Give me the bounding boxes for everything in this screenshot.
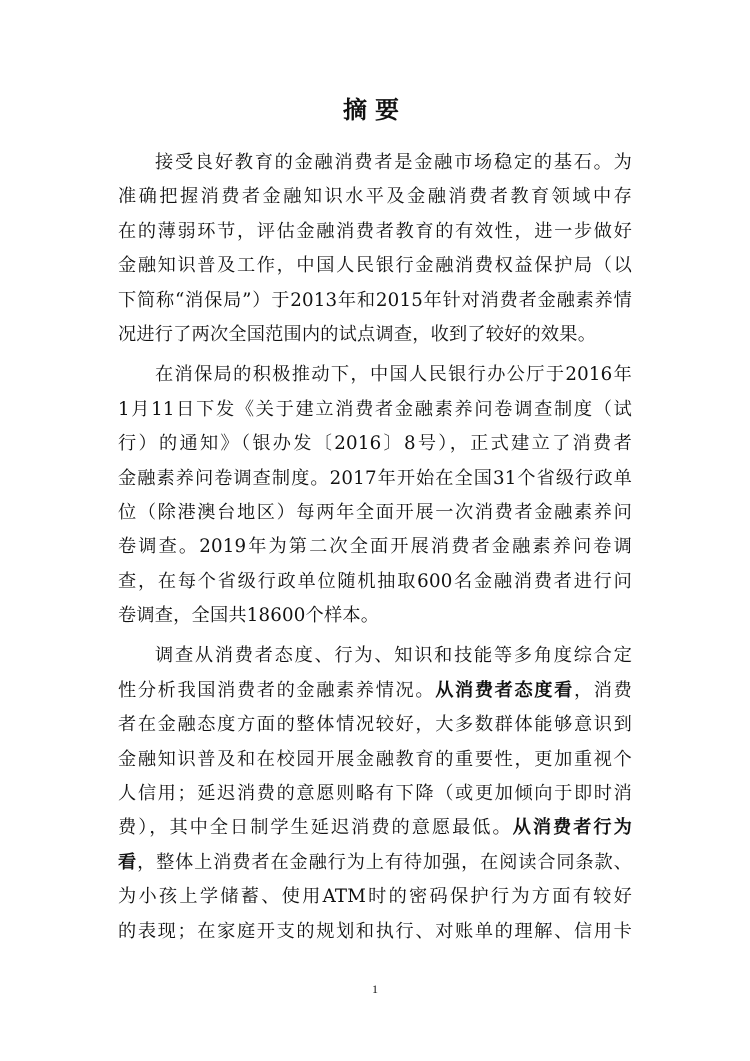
text-line [118,565,632,599]
text-segment: 在消保局的积极推动下，中国人民银行办公厅于2016年 [155,364,632,386]
text-segment: 为小孩上学储蓄、使用ATM时的密码保护行为方面有较好 [118,886,632,908]
text-line [118,708,632,742]
text-line [118,180,632,214]
body-text [118,146,632,949]
text-line [118,284,632,318]
text-segment: 下简称“消保局”）于2013年和2015年针对消费者金融素养情 [118,289,632,311]
text-line [118,880,632,914]
paragraph [118,358,632,633]
text-segment: 卷调查。2019年为第二次全面开展消费者金融素养问卷调 [118,536,632,558]
text-line [118,318,632,352]
text-line [118,599,632,633]
text-line [118,743,632,777]
text-segment: 金融知识普及和在校园开展金融教育的重要性，更加重视个 [118,748,632,770]
text-segment: 人信用；延迟消费的意愿则略有下降（或更加倾向于即时消 [118,783,632,805]
text-segment: 位（除港澳台地区）每两年全面开展一次消费者金融素养问 [118,501,632,523]
text-line [118,427,632,461]
text-segment: 金融知识普及工作，中国人民银行金融消费权益保护局（以 [118,255,632,277]
text-segment: 接受良好教育的金融消费者是金融市场稳定的基石。为 [155,152,632,173]
text-line [118,846,632,880]
text-segment: ，消费 [573,679,632,701]
text-line [118,215,632,249]
text-line [118,462,632,496]
text-segment: 在的薄弱环节，评估金融消费者教育的有效性，进一步做好 [118,220,632,242]
text-line [118,639,632,673]
text-segment: ，整体上消费者在金融行为上有待加强，在阅读合同条款、 [137,851,632,873]
text-line [118,674,632,708]
text-line [118,358,632,392]
text-segment: 1月11日下发《关于建立消费者金融素养问卷调查制度（试 [118,398,632,420]
text-line [118,146,632,180]
bold-text-segment: 看 [118,851,138,873]
text-segment: 查，在每个省级行政单位随机抽取600名金融消费者进行问 [118,570,632,592]
text-segment: 行）的通知》（银办发〔2016〕8号），正式建立了消费者 [118,433,632,455]
paragraph [118,639,632,949]
text-segment: 金融素养问卷调查制度。2017年开始在全国31个省级行政单 [118,467,632,489]
text-segment: 者在金融态度方面的整体情况较好，大多数群体能够意识到 [118,714,632,736]
text-segment: 准确把握消费者金融知识水平及金融消费者教育领域中存 [118,186,632,208]
text-line [118,496,632,530]
page-number: 1 [372,982,378,996]
bold-text-segment: 从消费者态度看 [435,679,574,701]
text-line [118,777,632,811]
text-segment: 的表现；在家庭开支的规划和执行、对账单的理解、信用卡 [118,920,632,942]
text-segment: 卷调查，全国共18600个样本。 [118,605,380,627]
text-segment: 调查从消费者态度、行为、知识和技能等多角度综合定 [155,645,632,667]
text-line [118,393,632,427]
text-line [118,811,632,845]
text-line [118,530,632,564]
text-line [118,249,632,283]
bold-text-segment: 从消费者行为 [512,817,632,839]
text-line [118,915,632,949]
page-title: 摘要 [343,96,407,124]
text-segment: 费），其中全日制学生延迟消费的意愿最低。 [118,817,513,839]
text-segment: 性分析我国消费者的金融素养情况。 [118,679,436,701]
paragraph [118,146,632,352]
text-segment: 况进行了两次全国范围内的试点调查，收到了较好的效果。 [118,323,597,345]
